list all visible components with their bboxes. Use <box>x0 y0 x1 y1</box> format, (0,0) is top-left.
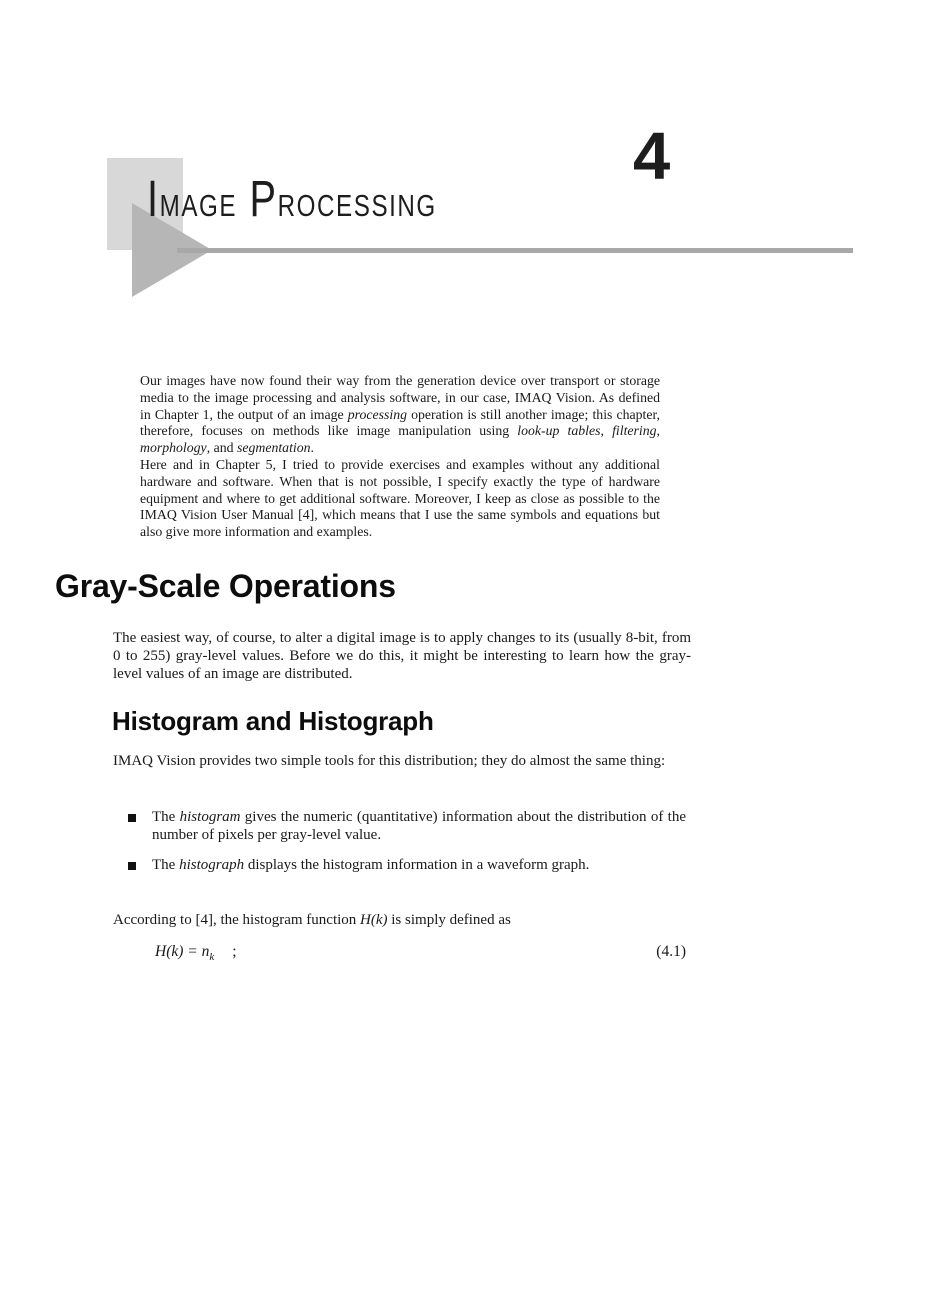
bullet1-text: The <box>152 809 180 825</box>
bullet1-text: gives the numeric (quantitative) information about the distribution of the number of pixels per gray-level value. <box>152 809 686 843</box>
list-item-histogram <box>128 809 686 845</box>
bullet-square-icon <box>128 862 136 870</box>
equation-body <box>155 943 237 964</box>
intro-p1-text: , <box>600 423 613 439</box>
chapter-number: 4 <box>633 119 671 194</box>
subsection-heading-histogram-and-histograph: Histogram and Histograph <box>112 706 434 736</box>
equation-punctuation: ; <box>232 943 237 960</box>
intro-p1-italic-lookup-tables: look-up tables <box>517 423 601 439</box>
intro-p1-italic-processing: processing <box>347 406 408 422</box>
bullet-square-icon <box>128 814 136 822</box>
intro-paragraph-1 <box>140 373 660 457</box>
intro-p1-text: Our images have now found their way from the generation device over transport or storage media to the image processing and analysis software, in our case, IMAQ Vision. As defined in Chapter 1, the output of an image <box>140 373 660 422</box>
chapter-title-word-processing: PROCESSING <box>249 170 437 227</box>
list-item-histograph <box>128 857 686 875</box>
equation-subscript: k <box>209 951 215 964</box>
chapter-title <box>147 170 437 229</box>
bullet2-italic-histograph: histograph <box>179 856 245 873</box>
intro-p1-text: , and <box>206 440 237 456</box>
intro-p1-text: operation is still another image; this chapter, therefore, focuses on methods like image manipulation using <box>140 406 660 439</box>
lead-in-text: According to [4], the histogram function <box>113 912 361 928</box>
inline-math-Hk: H(k) <box>360 912 388 928</box>
equation-lhs: H(k) = n <box>155 943 210 960</box>
section-heading-gray-scale-operations: Gray-Scale Operations <box>55 568 396 604</box>
histogram-intro-paragraph: IMAQ Vision provides two simple tools for this distribution; they do almost the same thing: <box>113 753 666 769</box>
chapter-title-word-image: IMAGE <box>147 170 238 227</box>
intro-p1-text: . <box>310 440 314 456</box>
tool-bullet-list <box>128 809 686 874</box>
equation-lead-in-paragraph <box>113 912 691 930</box>
equation-number: (4.1) <box>656 943 686 960</box>
header-rule <box>177 248 853 253</box>
bullet2-text: displays the histogram information in a waveform graph. <box>244 856 590 873</box>
intro-block <box>140 373 660 541</box>
intro-p1-text: , <box>656 423 660 439</box>
equation-4-1 <box>113 943 686 966</box>
intro-paragraph-2: Here and in Chapter 5, I tried to provide exercises and examples without any additional hardware and software. When that is not possible, I specify exactly the type of hardware equipment and where to get additional software. Moreover, I keep as close as possible to the IMAQ Vision User Manual [4], which means that I use the same symbols and equations but also give more information and examples. <box>140 456 660 540</box>
intro-p1-italic-filtering: filtering <box>612 423 657 439</box>
lead-in-text: is simply defined as <box>387 912 511 928</box>
grayscale-paragraph: The easiest way, of course, to alter a digital image is to apply changes to its (usually 8-bit, from 0 to 255) gray-level values. Before we do this, it might be interesting to learn how the gray-level values of an image are distributed. <box>113 630 691 682</box>
intro-p1-italic-segmentation: segmentation <box>236 440 311 456</box>
intro-p1-italic-morphology: morphology <box>140 440 207 456</box>
bullet1-italic-histogram: histogram <box>179 809 241 825</box>
bullet2-text: The <box>152 856 180 873</box>
